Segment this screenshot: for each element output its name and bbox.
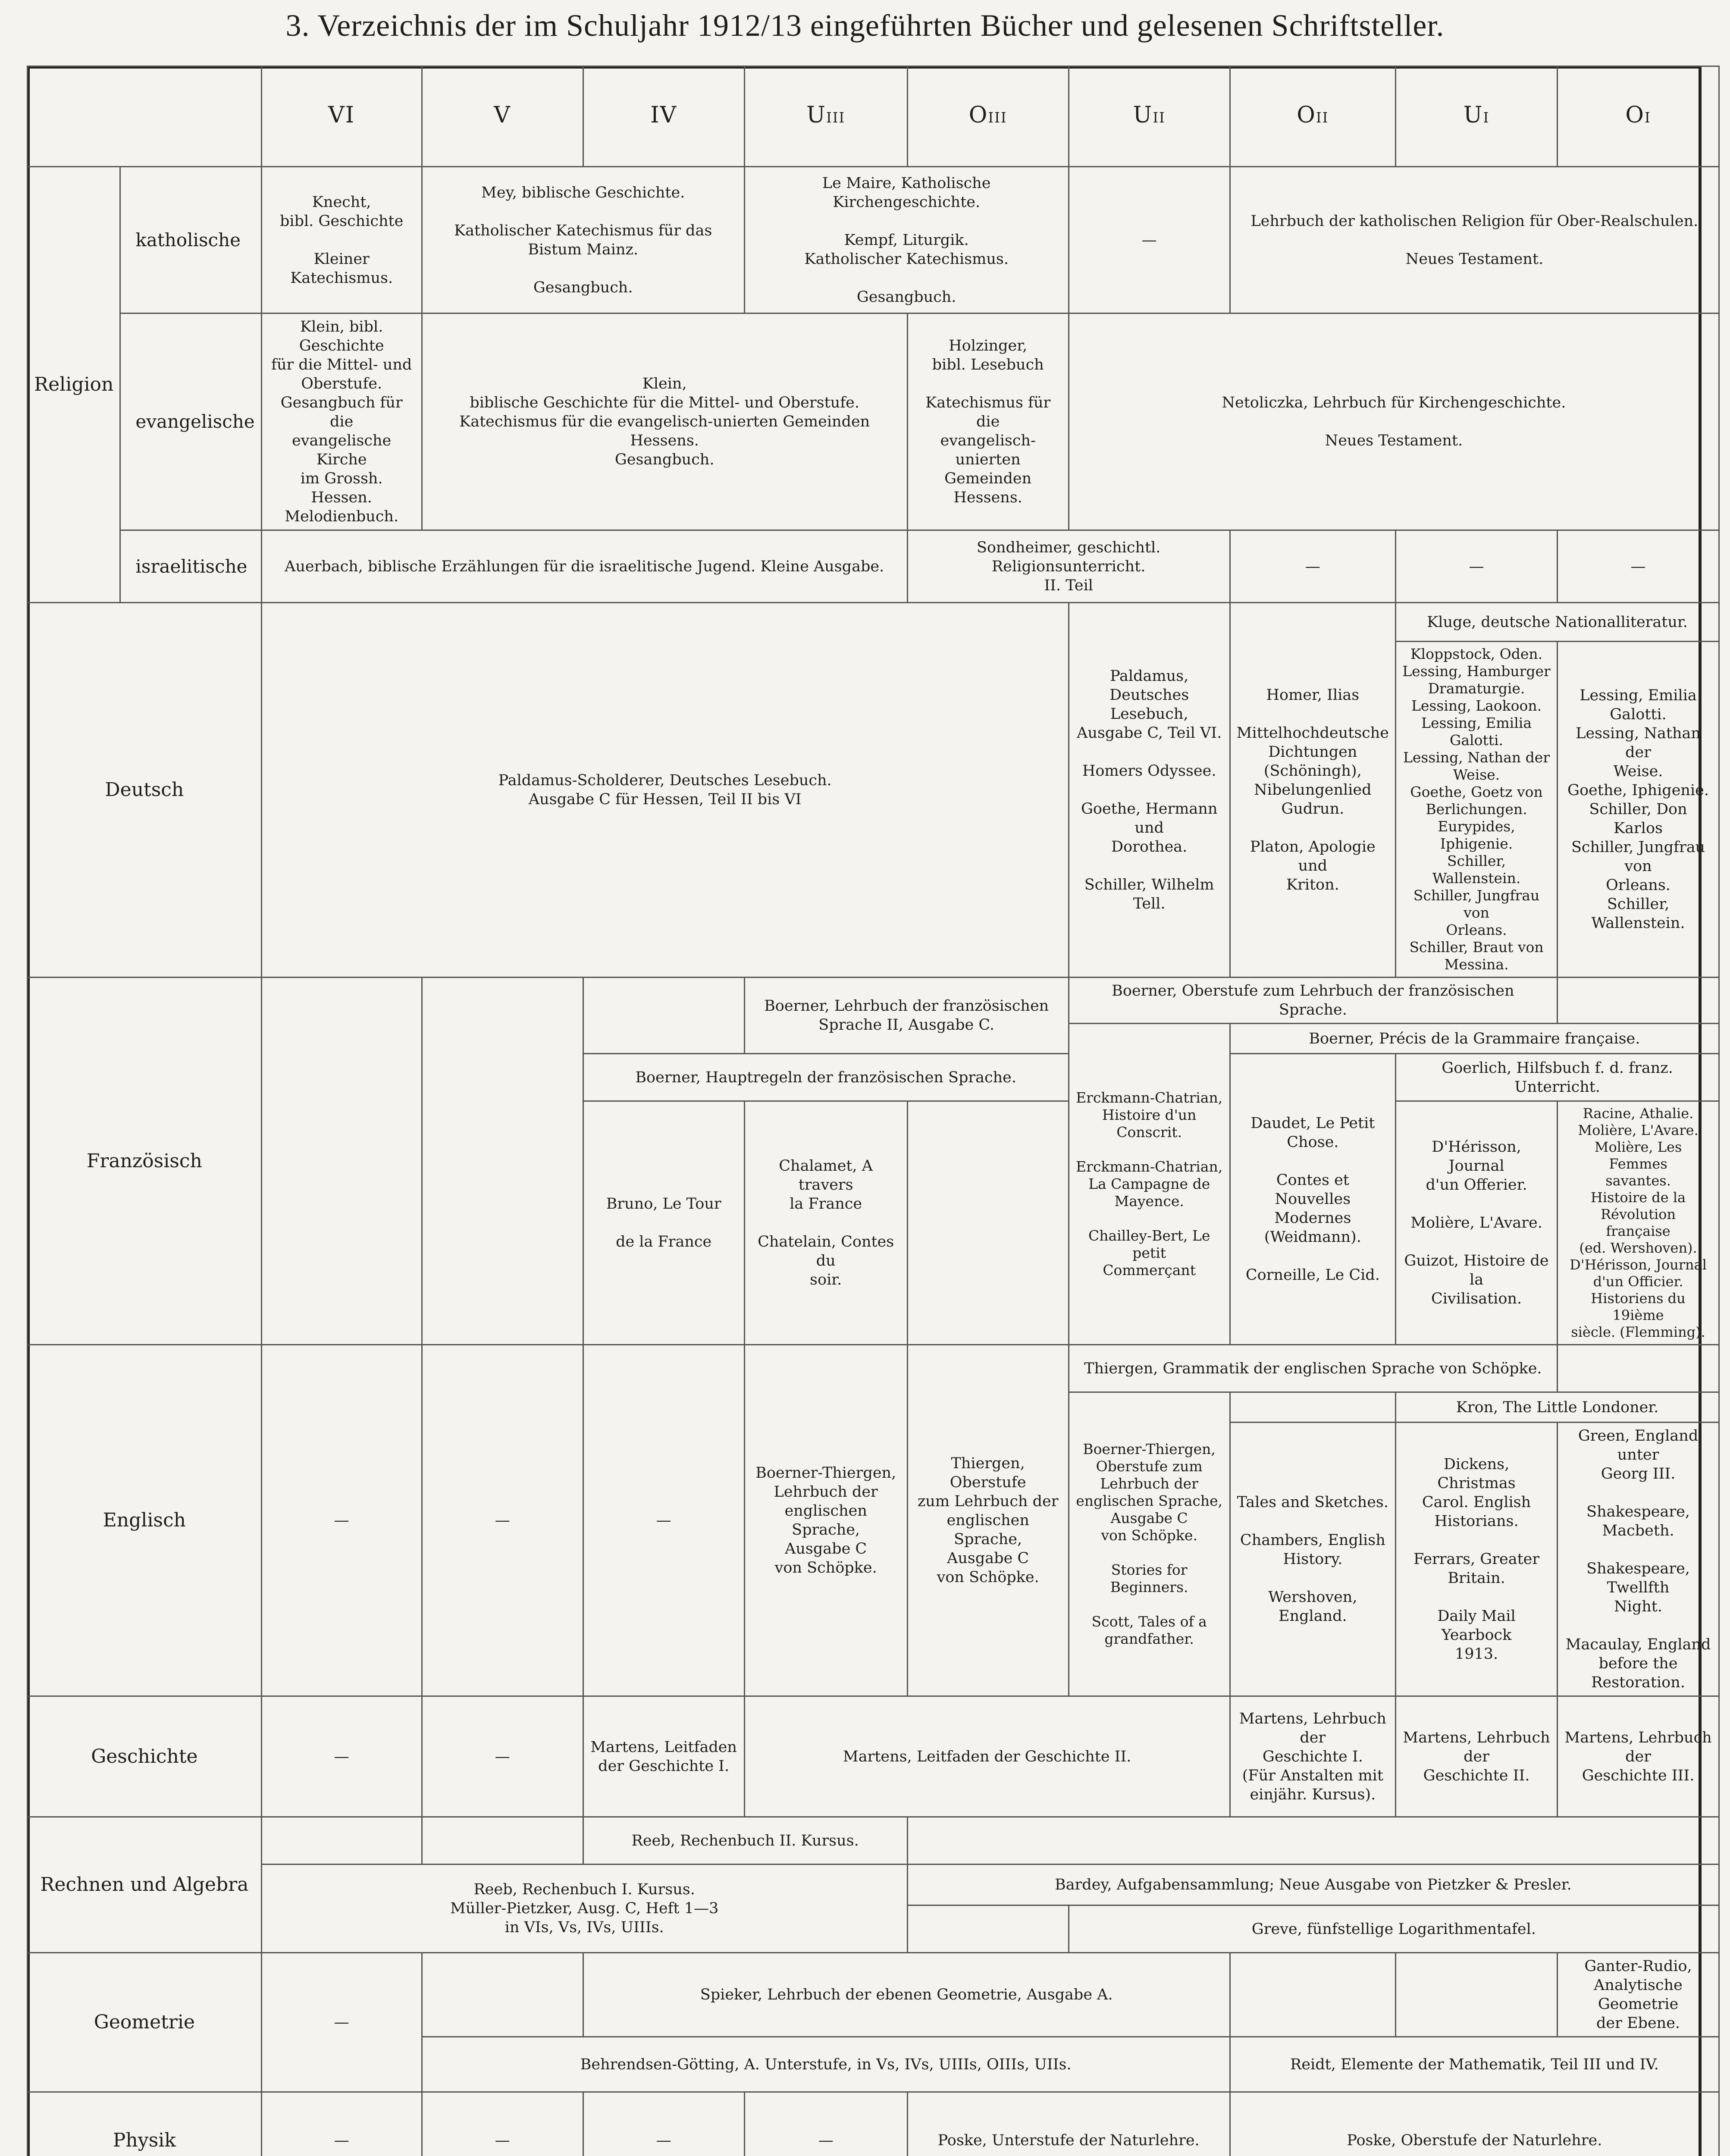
cell-geom-v-top <box>422 1953 583 2037</box>
class-header-vi: VI <box>261 66 422 167</box>
cell-rech-iv-uiii-top: Reeb, Rechenbuch II. Kursus. <box>583 1817 907 1865</box>
cell-deutsch-oi: Lessing, Emilia Galotti. Lessing, Nathan der Weise. Goethe, Iphigenie. Schiller, Don Karlos Schiller, Jungfrau von Orleans. Schiller, Wallenstein. <box>1558 642 1719 978</box>
cell-geom-iv-uii: Spieker, Lehrbuch der ebenen Geometrie, Ausgabe A. <box>583 1953 1230 2037</box>
page-title: 3. Verzeichnis der im Schuljahr 1912/13 eingeführten Bücher und gelesenen Schriftsteller. <box>285 8 1445 43</box>
cell-engl-oi-top <box>1558 1345 1719 1392</box>
cell-deutsch-vi-oiii: Paldamus-Scholderer, Deutsches Lesebuch. Ausgabe C für Hessen, Teil II bis VI <box>261 603 1069 978</box>
cell-isr-oiii-uii: Sondheimer, geschichtl. Religionsunterricht. II. Teil <box>907 530 1230 603</box>
cell-kath-uii: — <box>1069 167 1230 313</box>
cell-franz-oii: Daudet, Le Petit Chose. Contes et Nouvelles Modernes (Weidmann). Corneille, Le Cid. <box>1230 1054 1395 1345</box>
cell-phys-iv: — <box>583 2092 744 2156</box>
denomination-evangelisch: evangelische <box>120 313 261 530</box>
cell-rech-v-top <box>422 1817 583 1865</box>
cell-kath-v-iv: Mey, biblische Geschichte. Katholischer Katechismus für das Bistum Mainz. Gesangbuch. <box>422 167 744 313</box>
cell-franz-iv-top <box>583 978 744 1054</box>
cell-gesch-oii: Martens, Lehrbuch der Geschichte I. (Für Anstalten mit einjähr. Kursus). <box>1230 1696 1395 1817</box>
cell-franz-v-lines <box>422 978 583 1345</box>
subject-englisch: Englisch <box>28 1345 262 1696</box>
cell-franz-uiii-oiii-top: Boerner, Lehrbuch der französischen Sprache II, Ausgabe C. <box>744 978 1069 1054</box>
class-header-ui: UI <box>1396 66 1558 167</box>
cell-kath-vi: Knecht, bibl. Geschichte Kleiner Katechismus. <box>261 167 422 313</box>
cell-phys-vi: — <box>261 2092 422 2156</box>
cell-deutsch-ui-oi: Kluge, deutsche Nationalliteratur. <box>1396 603 1719 642</box>
subject-physik: Physik <box>28 2092 262 2156</box>
class-header-uiii: UIII <box>744 66 907 167</box>
cell-franz-uiii: Bruno, Le Tour de la France <box>583 1101 744 1345</box>
cell-rech-oiii-oi-top <box>907 1817 1719 1865</box>
cell-ev-uii-oi: Netoliczka, Lehrbuch für Kirchengeschichte. Neues Testament. <box>1069 313 1719 530</box>
denomination-israelitisch: israelitische <box>120 530 261 603</box>
subject-rechnen: Rechnen und Algebra <box>28 1817 262 1953</box>
cell-engl-uiii: Boerner-Thiergen, Lehrbuch der englischen Sprache, Ausgabe C von Schöpke. <box>744 1345 907 1696</box>
cell-engl-oii: Tales and Sketches. Chambers, English History. Wershoven, England. <box>1230 1423 1395 1696</box>
cell-gesch-iv: Martens, Leitfaden der Geschichte I. <box>583 1696 744 1817</box>
cell-isr-vi-uiii: Auerbach, biblische Erzählungen für die israelitische Jugend. Kleine Ausgabe. <box>261 530 907 603</box>
cell-engl-oiii: Thiergen, Oberstufe zum Lehrbuch der englischen Sprache, Ausgabe C von Schöpke. <box>907 1345 1069 1696</box>
cell-gesch-oi: Martens, Lehrbuch der Geschichte III. <box>1558 1696 1719 1817</box>
cell-franz-uii-ui-top: Boerner, Oberstufe zum Lehrbuch der französischen Sprache. <box>1069 978 1557 1024</box>
cell-rech-oiii-oi: Bardey, Aufgabensammlung; Neue Ausgabe von Pietzker & Presler. <box>907 1865 1719 1905</box>
cell-franz-oii-oi-top: Boerner, Précis de la Grammaire française. <box>1230 1024 1719 1054</box>
cell-franz-vi-lines <box>261 978 422 1345</box>
cell-phys-oiii-uii: Poske, Unterstufe der Naturlehre. <box>907 2092 1230 2156</box>
corner-cell <box>28 66 262 167</box>
subject-religion: Religion <box>28 167 120 603</box>
cell-geom-oi: Ganter-Rudio, Analytische Geometrie der Ebene. <box>1558 1953 1719 2037</box>
cell-franz-oi: Racine, Athalie. Molière, L'Avare. Molière, Les Femmes savantes. Histoire de la Révolution française (ed. Wershoven). D'Hérisson, Journal d'un Officier. Historiens du 19ième siècle. (Flemming). <box>1558 1101 1719 1345</box>
book-list-table <box>27 66 1720 2156</box>
cell-engl-iv: — <box>583 1345 744 1696</box>
class-header-v: V <box>422 66 583 167</box>
cell-kath-oii-oi: Lehrbuch der katholischen Religion für Ober-Realschulen. Neues Testament. <box>1230 167 1719 313</box>
cell-phys-v: — <box>422 2092 583 2156</box>
class-header-uii: UII <box>1069 66 1230 167</box>
cell-rech-uii-oi: Greve, fünfstellige Logarithmentafel. <box>1069 1905 1719 1953</box>
cell-deutsch-uii: Paldamus, Deutsches Lesebuch, Ausgabe C, Teil VI. Homers Odyssee. Goethe, Hermann und Dorothea. Schiller, Wilhelm Tell. <box>1069 603 1230 978</box>
cell-franz-v-oiii-mid: Boerner, Hauptregeln der französischen Sprache. <box>583 1054 1069 1101</box>
cell-engl-oi: Green, England unter Georg III. Shakespeare, Macbeth. Shakespeare, Twellfth Night. Macaulay, England before the Restoration. <box>1558 1423 1719 1696</box>
cell-phys-oii-oi: Poske, Oberstufe der Naturlehre. <box>1230 2092 1719 2156</box>
cell-franz-oiii: Chalamet, A travers la France Chatelain, Contes du soir. <box>744 1101 907 1345</box>
cell-gesch-v: — <box>422 1696 583 1817</box>
class-header-iv: IV <box>583 66 744 167</box>
cell-deutsch-oii: Homer, Ilias Mittelhochdeutsche Dichtungen (Schöningh), Nibelungenlied Gudrun. Platon, Apologie und Kriton. <box>1230 603 1395 978</box>
subject-geometrie: Geometrie <box>28 1953 262 2092</box>
cell-engl-uii: Boerner-Thiergen, Oberstufe zum Lehrbuch der englischen Sprache, Ausgabe C von Schöpke. Stories for Beginners. Scott, Tales of a grandfather. <box>1069 1392 1230 1696</box>
cell-isr-oi: — <box>1558 530 1719 603</box>
cell-rech-vi-uiii: Reeb, Rechenbuch I. Kursus. Müller-Pietzker, Ausg. C, Heft 1—3 in VIs, Vs, IVs, UIIIs. <box>261 1865 907 1953</box>
cell-rech-oiii-bottom <box>907 1905 1069 1953</box>
cell-franz-ui: D'Hérisson, Journal d'un Offerier. Molière, L'Avare. Guizot, Histoire de la Civilisation. <box>1396 1101 1558 1345</box>
cell-geom-v-uii: Behrendsen-Götting, A. Unterstufe, in Vs, IVs, UIIIs, OIIIs, UIIs. <box>422 2037 1230 2092</box>
cell-isr-ui: — <box>1396 530 1558 603</box>
class-header-oi: OI <box>1558 66 1719 167</box>
cell-gesch-uiii-uii: Martens, Leitfaden der Geschichte II. <box>744 1696 1230 1817</box>
cell-engl-vi: — <box>261 1345 422 1696</box>
cell-franz-iv-bottom <box>907 1101 1069 1345</box>
cell-engl-v: — <box>422 1345 583 1696</box>
cell-gesch-ui: Martens, Lehrbuch der Geschichte II. <box>1396 1696 1558 1817</box>
subject-geschichte: Geschichte <box>28 1696 262 1817</box>
cell-isr-oii: — <box>1230 530 1395 603</box>
cell-franz-uii: Erckmann-Chatrian, Histoire d'un Conscrit. Erckmann-Chatrian, La Campagne de Mayence. Chailley-Bert, Le petit Commerçant <box>1069 1024 1230 1345</box>
cell-deutsch-ui: Kloppstock, Oden. Lessing, Hamburger Dramaturgie. Lessing, Laokoon. Lessing, Emilia Galotti. Lessing, Nathan der Weise. Goethe, Goetz von Berlichungen. Eurypides, Iphigenie. Schiller, Wallenstein. Schiller, Jungfrau von Orleans. Schiller, Braut von Messina. <box>1396 642 1558 978</box>
cell-engl-ui: Dickens, Christmas Carol. English Historians. Ferrars, Greater Britain. Daily Mail Yearbock 1913. <box>1396 1423 1558 1696</box>
cell-engl-oii-mid <box>1230 1392 1395 1423</box>
cell-engl-uii-ui-top: Thiergen, Grammatik der englischen Sprache von Schöpke. <box>1069 1345 1557 1392</box>
class-header-oiii: OIII <box>907 66 1069 167</box>
cell-phys-uiii: — <box>744 2092 907 2156</box>
subject-franzoesisch: Französisch <box>28 978 262 1345</box>
cell-geom-vi: — <box>261 1953 422 2092</box>
cell-geom-oii-oi: Reidt, Elemente der Mathematik, Teil III und IV. <box>1230 2037 1719 2092</box>
cell-ev-vi: Klein, bibl. Geschichte für die Mittel- und Oberstufe. Gesangbuch für die evangelische Kirche im Grossh. Hessen. Melodienbuch. <box>261 313 422 530</box>
cell-franz-oi-top <box>1558 978 1719 1024</box>
subject-deutsch: Deutsch <box>28 603 262 978</box>
cell-geom-ui-top <box>1396 1953 1558 2037</box>
cell-geom-oii-top <box>1230 1953 1395 2037</box>
cell-kath-uiii-oiii: Le Maire, Katholische Kirchengeschichte. Kempf, Liturgik. Katholischer Katechismus. Gesangbuch. <box>744 167 1069 313</box>
cell-rech-vi-top <box>261 1817 422 1865</box>
cell-franz-ui-oi-mid: Goerlich, Hilfsbuch f. d. franz. Unterricht. <box>1396 1054 1719 1101</box>
cell-ev-oiii: Holzinger, bibl. Lesebuch Katechismus für die evangelisch-unierten Gemeinden Hessens. <box>907 313 1069 530</box>
class-header-oii: OII <box>1230 66 1395 167</box>
denomination-katholisch: katholische <box>120 167 261 313</box>
cell-gesch-vi: — <box>261 1696 422 1817</box>
cell-engl-ui-oi-mid: Kron, The Little Londoner. <box>1396 1392 1719 1423</box>
cell-ev-v-uiii: Klein, biblische Geschichte für die Mittel- und Oberstufe. Katechismus für die evangelisch-unierten Gemeinden Hessens. Gesangbuch. <box>422 313 907 530</box>
